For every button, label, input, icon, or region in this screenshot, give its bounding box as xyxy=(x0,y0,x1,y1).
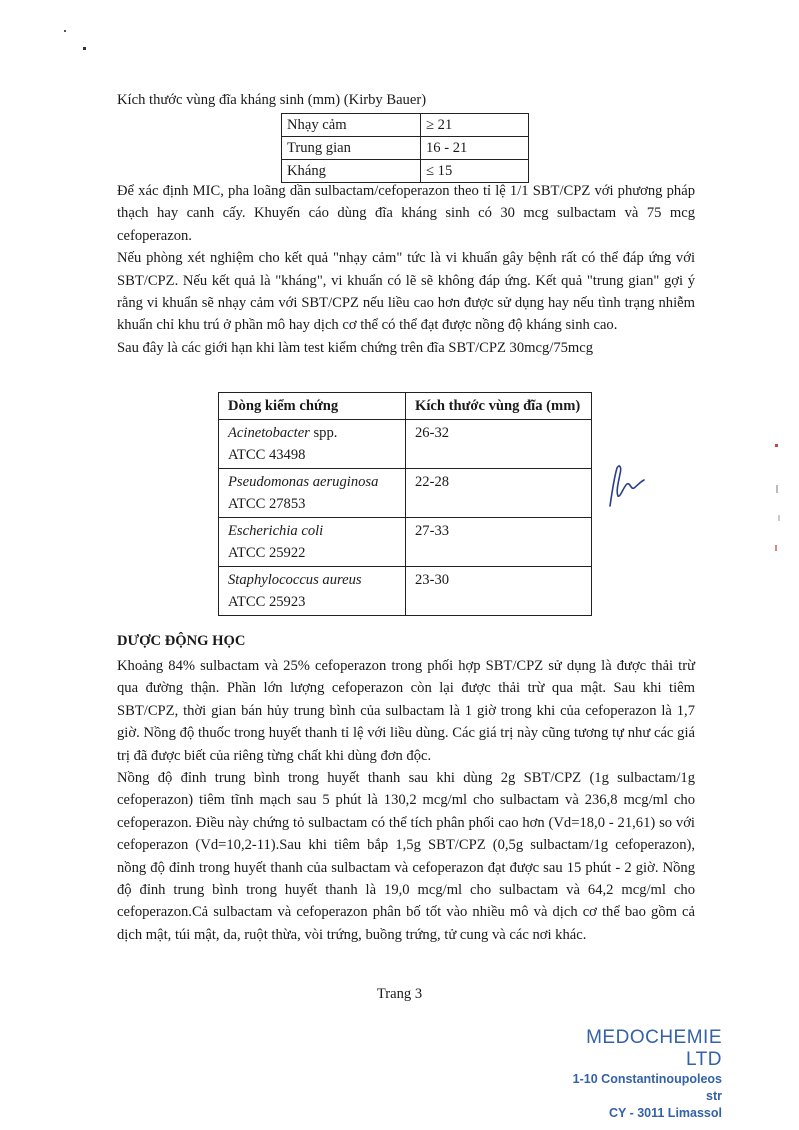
zone-range-cell: 27-33 xyxy=(406,518,592,567)
body-text-block-2 xyxy=(117,655,695,946)
strain-cell xyxy=(219,469,406,518)
quality-control-table xyxy=(218,392,592,616)
organism-name: Pseudomonas aeruginosa xyxy=(228,474,379,490)
strain-code: ATCC 43498 xyxy=(228,447,306,463)
table-row xyxy=(219,567,592,616)
company-stamp xyxy=(562,1027,722,1122)
body-text-block-1 xyxy=(117,180,695,359)
table-row xyxy=(282,114,529,137)
scan-speck xyxy=(775,545,777,551)
column-header-zone-size: Kích thước vùng đĩa (mm) xyxy=(406,393,592,420)
strain-cell xyxy=(219,518,406,567)
organism-name: Escherichia coli xyxy=(228,523,324,539)
scan-speck xyxy=(64,30,66,32)
table-cell-value: ≥ 21 xyxy=(421,114,529,137)
paragraph-test-limits: Sau đây là các giới hạn khi làm test kiểm chứng trên đĩa SBT/CPZ 30mcg/75mcg xyxy=(117,339,594,356)
strain-code: ATCC 27853 xyxy=(228,496,306,512)
stamp-company-name: MEDOCHEMIE LTD xyxy=(586,1027,722,1070)
section-heading: DƯỢC ĐỘNG HỌC xyxy=(117,633,246,649)
scan-speck xyxy=(775,444,778,447)
table-row xyxy=(282,137,529,160)
table-cell-label: Trung gian xyxy=(282,137,421,160)
strain-code: ATCC 25922 xyxy=(228,545,306,561)
organism-suffix: spp. xyxy=(309,425,338,441)
scan-speck xyxy=(776,485,778,493)
table-row xyxy=(219,469,592,518)
table-cell-label: Nhạy cảm xyxy=(282,114,421,137)
zone-range-cell: 23-30 xyxy=(406,567,592,616)
paragraph-peak-concentration: Nồng độ đỉnh trung bình trong huyết thanh sau khi dùng 2g SBT/CPZ (1g sulbactam/1g cefoperazon) tiêm tĩnh mạch sau 5 phút là 130,2 mcg/ml cho sulbactam và 236,8 mcg/ml cho cefoperazon. Điều này chứng tỏ sulbactam có thể tích phân phối cao hơn (Vd=18,0 - 21,61) so với cefoperazon (Vd=10,2-11).Sau khi tiêm bắp 1,5g SBT/CPZ (0,5g sulbactam/1g cefoperazon), nồng độ đỉnh trong huyết thanh của sulbactam và cefoperazon đạt được sau 15 phút - 2 giờ. Nồng độ đỉnh trung bình trong huyết thanh là 19,0 mcg/ml cho sulbactam và 64,2 mcg/ml cho cefoperazon.Cả sulbactam và cefoperazon phân bố tốt vào nhiều mô và dịch cơ thể bao gồm cả dịch mật, túi mật, da, ruột thừa, vòi trứng, buồng trứng, tử cung và các nơi khác. xyxy=(117,770,695,943)
table-header-row xyxy=(219,393,592,420)
page-number: Trang 3 xyxy=(376,986,423,1002)
stamp-address-line: CY - 3011 Limassol xyxy=(608,1106,722,1120)
organism-name: Acinetobacter xyxy=(228,425,310,441)
paragraph-interpretation: Nếu phòng xét nghiệm cho kết quả "nhạy cảm" tức là vi khuẩn gây bệnh rất có thể đáp ứng với SBT/CPZ. Nếu kết quả là "kháng", vi khuẩn có lẽ sẽ không đáp ứng. Kết quả "trung gian" gợi ý rằng vi khuẩn sẽ nhạy cảm với SBT/CPZ nếu liều cao hơn được sử dụng hay nếu tình trạng nhiễm khuẩn chỉ khu trú ở phần mô hay dịch cơ thể có thể đạt được nồng độ kháng sinh cao. xyxy=(117,250,695,334)
table-row xyxy=(219,518,592,567)
scan-speck xyxy=(83,47,86,50)
strain-code: ATCC 25923 xyxy=(228,594,306,610)
scan-speck xyxy=(778,515,780,521)
table-cell-value: ≤ 15 xyxy=(421,160,529,183)
table-row xyxy=(219,420,592,469)
intro-line: Kích thước vùng đĩa kháng sinh (mm) (Kirby Bauer) xyxy=(117,92,427,108)
table-cell-value: 16 - 21 xyxy=(421,137,529,160)
handwritten-signature xyxy=(600,462,648,510)
zone-range-cell: 26-32 xyxy=(406,420,592,469)
table-cell-label: Kháng xyxy=(282,160,421,183)
organism-name: Staphylococcus aureus xyxy=(228,572,362,588)
paragraph-elimination: Khoảng 84% sulbactam và 25% cefoperazon trong phối hợp SBT/CPZ sử dụng là được thải trừ qua đường thận. Phần lớn lượng cefoperazon còn lại được thải trừ qua mật. Sau khi tiêm SBT/CPZ, thời gian bán hủy trung bình của sulbactam là 1 giờ trong khi của cefoperazon là 1,7 giờ. Nồng độ thuốc trong huyết thanh tỉ lệ với liều dùng. Các giá trị này cũng tương tự như các giá trị đã được biết của riêng từng chất khi dùng đơn độc. xyxy=(117,658,695,764)
strain-cell xyxy=(219,567,406,616)
susceptibility-table xyxy=(281,113,529,183)
strain-cell xyxy=(219,420,406,469)
stamp-address-line: 1-10 Constantinoupoleos str xyxy=(572,1072,722,1103)
zone-range-cell: 22-28 xyxy=(406,469,592,518)
paragraph-mic: Để xác định MIC, pha loãng dần sulbactam/cefoperazon theo tỉ lệ 1/1 SBT/CPZ với phương pháp thạch hay canh cấy. Khuyến cáo dùng đĩa kháng sinh có 30 mcg sulbactam và 75 mcg cefoperazon. xyxy=(117,183,695,244)
column-header-strain: Dòng kiểm chứng xyxy=(219,393,406,420)
